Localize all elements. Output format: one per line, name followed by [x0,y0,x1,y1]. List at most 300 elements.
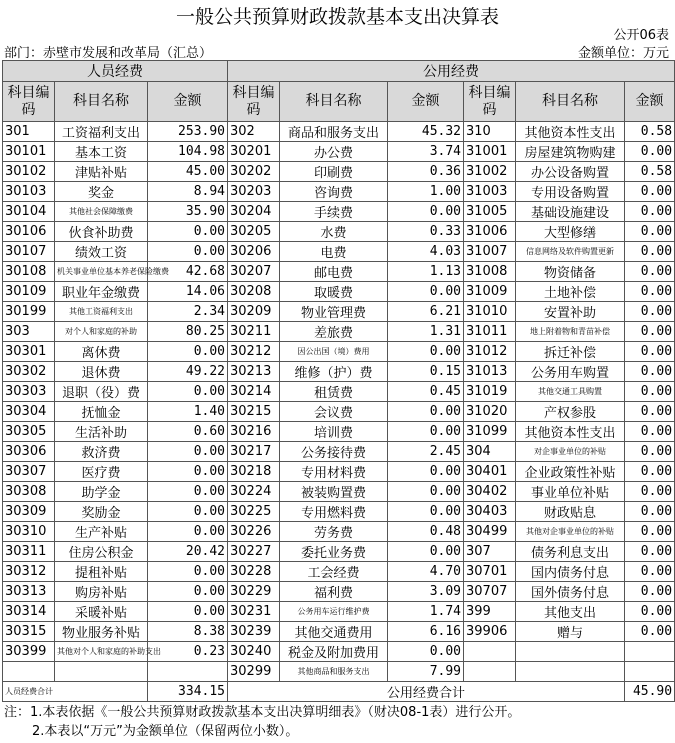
personnel-amount-cell: 0.00 [148,342,228,362]
capital-amount-cell: 0.00 [625,502,675,522]
header-amount: 金额 [388,82,464,122]
public-name-cell: 福利费 [280,582,388,602]
personnel-amount-cell: 8.94 [148,182,228,202]
personnel-code-cell: 30399 [3,642,55,662]
group-personnel: 人员经费 [3,61,228,82]
public-name-cell: 被装购置费 [280,482,388,502]
personnel-amount-cell: 49.22 [148,362,228,382]
capital-amount-cell: 0.00 [625,462,675,482]
capital-amount-cell: 0.00 [625,202,675,222]
table-row [3,242,675,262]
personnel-name-cell: 奖励金 [55,502,148,522]
personnel-code-cell: 30303 [3,382,55,402]
public-total-amount: 45.90 [625,682,675,702]
table-row [3,642,675,662]
table-row [3,122,675,142]
personnel-code-cell: 30304 [3,402,55,422]
capital-code-cell [464,662,516,682]
table-row [3,202,675,222]
personnel-code-cell: 301 [3,122,55,142]
table-row [3,282,675,302]
unit-label: 金额单位：万元 [577,46,669,61]
table-number: 公开06表 [613,28,669,43]
capital-amount-cell [625,642,675,662]
capital-code-cell: 30403 [464,502,516,522]
public-total-label: 公用经费合计 [228,682,625,702]
capital-name-cell: 事业单位补贴 [516,482,625,502]
capital-amount-cell: 0.00 [625,142,675,162]
capital-code-cell: 31099 [464,422,516,442]
personnel-amount-cell: 14.06 [148,282,228,302]
capital-amount-cell: 0.00 [625,422,675,442]
capital-name-cell: 产权参股 [516,402,625,422]
public-code-cell: 302 [228,122,280,142]
personnel-name-cell [55,662,148,682]
public-code-cell: 30240 [228,642,280,662]
personnel-code-cell: 30313 [3,582,55,602]
public-name-cell: 专用材料费 [280,462,388,482]
personnel-amount-cell: 0.00 [148,562,228,582]
capital-code-cell: 31012 [464,342,516,362]
capital-amount-cell: 0.00 [625,282,675,302]
capital-name-cell: 其他资本性支出 [516,122,625,142]
public-code-cell: 30239 [228,622,280,642]
personnel-name-cell: 工资福利支出 [55,122,148,142]
personnel-amount-cell: 20.42 [148,542,228,562]
personnel-amount-cell: 0.00 [148,502,228,522]
public-name-cell: 商品和服务支出 [280,122,388,142]
personnel-name-cell: 助学金 [55,482,148,502]
capital-name-cell: 安置补助 [516,302,625,322]
capital-amount-cell: 0.00 [625,562,675,582]
public-code-cell: 30231 [228,602,280,622]
capital-code-cell: 31001 [464,142,516,162]
public-code-cell: 30224 [228,482,280,502]
personnel-name-cell: 绩效工资 [55,242,148,262]
capital-name-cell: 专用设备购置 [516,182,625,202]
capital-amount-cell: 0.00 [625,222,675,242]
capital-amount-cell: 0.00 [625,362,675,382]
public-name-cell: 其他商品和服务支出 [280,662,388,682]
public-code-cell: 30205 [228,222,280,242]
table-row [3,462,675,482]
expenditure-table [2,60,675,702]
personnel-name-cell: 其他社会保障缴费 [55,202,148,222]
public-code-cell: 30201 [228,142,280,162]
personnel-name-cell: 采暖补贴 [55,602,148,622]
personnel-amount-cell: 0.23 [148,642,228,662]
table-row [3,542,675,562]
personnel-name-cell: 提租补贴 [55,562,148,582]
personnel-code-cell: 303 [3,322,55,342]
public-name-cell: 物业管理费 [280,302,388,322]
page-title: 一般公共预算财政拨款基本支出决算表 [175,6,499,28]
public-amount-cell: 0.00 [388,402,464,422]
public-code-cell: 30203 [228,182,280,202]
personnel-name-cell: 退职（役）费 [55,382,148,402]
personnel-amount-cell: 1.40 [148,402,228,422]
public-amount-cell: 0.00 [388,542,464,562]
personnel-amount-cell: 0.00 [148,222,228,242]
personnel-code-cell: 30314 [3,602,55,622]
capital-amount-cell: 0.00 [625,522,675,542]
table-row [3,342,675,362]
table-row [3,222,675,242]
personnel-name-cell: 奖金 [55,182,148,202]
capital-name-cell: 物资储备 [516,262,625,282]
personnel-code-cell: 30301 [3,342,55,362]
public-name-cell: 邮电费 [280,262,388,282]
public-code-cell: 30218 [228,462,280,482]
public-name-cell: 水费 [280,222,388,242]
capital-name-cell: 其他支出 [516,602,625,622]
personnel-name-cell: 医疗费 [55,462,148,482]
personnel-amount-cell: 0.00 [148,522,228,542]
personnel-name-cell: 对个人和家庭的补助 [55,322,148,342]
personnel-code-cell: 30108 [3,262,55,282]
capital-code-cell: 39906 [464,622,516,642]
public-code-cell: 30209 [228,302,280,322]
table-row [3,482,675,502]
personnel-code-cell: 30311 [3,542,55,562]
public-name-cell: 咨询费 [280,182,388,202]
capital-amount-cell: 0.00 [625,302,675,322]
capital-name-cell: 其他对企事业单位的补贴 [516,522,625,542]
public-name-cell: 维修（护）费 [280,362,388,382]
header-code: 科目编码 [228,82,280,122]
capital-amount-cell: 0.00 [625,482,675,502]
capital-name-cell: 公务用车购置 [516,362,625,382]
public-amount-cell: 0.00 [388,282,464,302]
column-header-row [3,82,675,122]
public-amount-cell: 0.00 [388,462,464,482]
capital-amount-cell: 0.00 [625,382,675,402]
personnel-amount-cell: 42.68 [148,262,228,282]
capital-name-cell: 房屋建筑物购建 [516,142,625,162]
table-row [3,262,675,282]
public-code-cell: 30217 [228,442,280,462]
table-row [3,662,675,682]
public-amount-cell: 4.03 [388,242,464,262]
public-amount-cell: 0.00 [388,642,464,662]
personnel-code-cell: 30309 [3,502,55,522]
personnel-code-cell: 30104 [3,202,55,222]
capital-code-cell: 31003 [464,182,516,202]
public-code-cell: 30226 [228,522,280,542]
public-code-cell: 30206 [228,242,280,262]
capital-code-cell: 30402 [464,482,516,502]
personnel-amount-cell: 80.25 [148,322,228,342]
public-name-cell: 印刷费 [280,162,388,182]
header-amount: 金额 [625,82,675,122]
capital-amount-cell: 0.00 [625,262,675,282]
notes [4,703,520,741]
public-name-cell: 会议费 [280,402,388,422]
personnel-amount-cell: 253.90 [148,122,228,142]
public-name-cell: 取暖费 [280,282,388,302]
capital-code-cell: 30707 [464,582,516,602]
capital-code-cell: 310 [464,122,516,142]
personnel-name-cell: 抚恤金 [55,402,148,422]
capital-name-cell: 基础设施建设 [516,202,625,222]
public-code-cell: 30208 [228,282,280,302]
personnel-amount-cell: 0.00 [148,462,228,482]
personnel-total-amount: 334.15 [148,682,228,702]
personnel-code-cell: 30315 [3,622,55,642]
public-code-cell: 30204 [228,202,280,222]
public-amount-cell: 6.16 [388,622,464,642]
capital-code-cell: 31019 [464,382,516,402]
public-code-cell: 30211 [228,322,280,342]
table-row [3,362,675,382]
note-2: 2.本表以“万元”为金额单位（保留两位小数）。 [32,724,299,739]
personnel-name-cell: 住房公积金 [55,542,148,562]
personnel-name-cell: 购房补贴 [55,582,148,602]
public-amount-cell: 0.36 [388,162,464,182]
public-name-cell: 手续费 [280,202,388,222]
public-name-cell: 税金及附加费用 [280,642,388,662]
public-amount-cell: 3.74 [388,142,464,162]
personnel-code-cell: 30306 [3,442,55,462]
capital-amount-cell: 0.00 [625,442,675,462]
capital-amount-cell [625,662,675,682]
table-row [3,582,675,602]
public-code-cell: 30299 [228,662,280,682]
personnel-code-cell: 30103 [3,182,55,202]
personnel-amount-cell: 2.34 [148,302,228,322]
personnel-amount-cell: 8.38 [148,622,228,642]
personnel-code-cell: 30302 [3,362,55,382]
public-amount-cell: 1.74 [388,602,464,622]
public-code-cell: 30215 [228,402,280,422]
table-row [3,442,675,462]
capital-code-cell: 31007 [464,242,516,262]
public-amount-cell: 2.45 [388,442,464,462]
capital-code-cell: 31005 [464,202,516,222]
public-name-cell: 租赁费 [280,382,388,402]
personnel-amount-cell: 0.00 [148,442,228,462]
capital-name-cell: 债务利息支出 [516,542,625,562]
capital-code-cell: 31009 [464,282,516,302]
capital-amount-cell: 0.00 [625,322,675,342]
personnel-amount-cell: 35.90 [148,202,228,222]
public-code-cell: 30216 [228,422,280,442]
capital-code-cell: 31011 [464,322,516,342]
personnel-code-cell: 30109 [3,282,55,302]
public-amount-cell: 0.00 [388,482,464,502]
capital-amount-cell: 0.00 [625,182,675,202]
personnel-code-cell: 30312 [3,562,55,582]
capital-name-cell [516,642,625,662]
personnel-name-cell: 基本工资 [55,142,148,162]
public-code-cell: 30214 [228,382,280,402]
table-row [3,602,675,622]
capital-name-cell: 对企事业单位的补贴 [516,442,625,462]
table-row [3,562,675,582]
personnel-code-cell: 30107 [3,242,55,262]
personnel-amount-cell: 0.00 [148,482,228,502]
personnel-name-cell: 其他对个人和家庭的补助支出 [55,642,148,662]
personnel-name-cell: 其他工资福利支出 [55,302,148,322]
public-name-cell: 劳务费 [280,522,388,542]
personnel-name-cell: 生活补助 [55,422,148,442]
personnel-code-cell [3,662,55,682]
public-code-cell: 30225 [228,502,280,522]
public-amount-cell: 1.13 [388,262,464,282]
public-amount-cell: 0.48 [388,522,464,542]
public-amount-cell: 7.99 [388,662,464,682]
capital-code-cell: 31010 [464,302,516,322]
capital-name-cell [516,662,625,682]
capital-name-cell: 大型修缮 [516,222,625,242]
capital-code-cell [464,642,516,662]
capital-amount-cell: 0.58 [625,122,675,142]
personnel-code-cell: 30101 [3,142,55,162]
capital-name-cell: 信息网络及软件购置更新 [516,242,625,262]
public-amount-cell: 45.32 [388,122,464,142]
public-amount-cell: 0.15 [388,362,464,382]
public-name-cell: 培训费 [280,422,388,442]
capital-code-cell: 31006 [464,222,516,242]
capital-amount-cell: 0.58 [625,162,675,182]
personnel-code-cell: 30307 [3,462,55,482]
table-row [3,162,675,182]
personnel-name-cell: 伙食补助费 [55,222,148,242]
personnel-amount-cell: 0.00 [148,242,228,262]
public-name-cell: 因公出国（境）费用 [280,342,388,362]
public-amount-cell: 1.00 [388,182,464,202]
public-amount-cell: 0.00 [388,422,464,442]
public-amount-cell: 0.00 [388,342,464,362]
header-name: 科目名称 [280,82,388,122]
capital-code-cell: 399 [464,602,516,622]
personnel-amount-cell: 0.00 [148,382,228,402]
public-code-cell: 30207 [228,262,280,282]
capital-code-cell: 31020 [464,402,516,422]
capital-name-cell: 土地补偿 [516,282,625,302]
capital-amount-cell: 0.00 [625,242,675,262]
capital-name-cell: 其他交通工具购置 [516,382,625,402]
capital-code-cell: 30499 [464,522,516,542]
capital-code-cell: 30701 [464,562,516,582]
public-name-cell: 电费 [280,242,388,262]
capital-code-cell: 31008 [464,262,516,282]
personnel-amount-cell: 45.00 [148,162,228,182]
capital-name-cell: 地上附着物和青苗补偿 [516,322,625,342]
personnel-name-cell: 生产补贴 [55,522,148,542]
public-code-cell: 30228 [228,562,280,582]
personnel-name-cell: 退休费 [55,362,148,382]
capital-amount-cell: 0.00 [625,542,675,562]
personnel-total-label: 人员经费合计 [3,682,148,702]
capital-name-cell: 赠与 [516,622,625,642]
public-name-cell: 专用燃料费 [280,502,388,522]
group-public: 公用经费 [228,61,675,82]
personnel-code-cell: 30305 [3,422,55,442]
note-1: 注：1.本表依据《一般公共预算财政拨款基本支出决算明细表》（财决08-1表）进行公开。 [4,705,521,720]
group-header-row [3,61,675,82]
personnel-code-cell: 30308 [3,482,55,502]
public-code-cell: 30227 [228,542,280,562]
capital-name-cell: 其他资本性支出 [516,422,625,442]
public-name-cell: 其他交通费用 [280,622,388,642]
capital-code-cell: 30401 [464,462,516,482]
capital-amount-cell: 0.00 [625,622,675,642]
public-code-cell: 30213 [228,362,280,382]
personnel-name-cell: 物业服务补贴 [55,622,148,642]
personnel-amount-cell: 0.60 [148,422,228,442]
personnel-name-cell: 机关事业单位基本养老保险缴费 [55,262,148,282]
personnel-amount-cell: 0.00 [148,602,228,622]
public-amount-cell: 0.00 [388,502,464,522]
capital-name-cell: 国外债务付息 [516,582,625,602]
table-row [3,322,675,342]
department-label: 部门：赤壁市发展和改革局（汇总） [4,46,213,61]
public-amount-cell: 4.70 [388,562,464,582]
capital-amount-cell: 0.00 [625,602,675,622]
capital-name-cell: 拆迁补偿 [516,342,625,362]
public-name-cell: 差旅费 [280,322,388,342]
totals-row [3,682,675,702]
public-code-cell: 30229 [228,582,280,602]
capital-name-cell: 办公设备购置 [516,162,625,182]
public-code-cell: 30212 [228,342,280,362]
capital-code-cell: 307 [464,542,516,562]
header-amount: 金额 [148,82,228,122]
public-amount-cell: 0.45 [388,382,464,402]
capital-amount-cell: 0.00 [625,582,675,602]
public-name-cell: 工会经费 [280,562,388,582]
table-row [3,142,675,162]
capital-code-cell: 304 [464,442,516,462]
personnel-amount-cell: 0.00 [148,582,228,602]
table-row [3,522,675,542]
public-amount-cell: 3.09 [388,582,464,602]
table-row [3,382,675,402]
capital-code-cell: 31013 [464,362,516,382]
table-row [3,302,675,322]
personnel-code-cell: 30199 [3,302,55,322]
public-name-cell: 公务用车运行维护费 [280,602,388,622]
personnel-name-cell: 离休费 [55,342,148,362]
capital-amount-cell: 0.00 [625,402,675,422]
capital-amount-cell: 0.00 [625,342,675,362]
capital-code-cell: 31002 [464,162,516,182]
public-amount-cell: 6.21 [388,302,464,322]
capital-name-cell: 国内债务付息 [516,562,625,582]
header-code: 科目编码 [3,82,55,122]
personnel-amount-cell: 104.98 [148,142,228,162]
capital-name-cell: 企业政策性补贴 [516,462,625,482]
header-code: 科目编码 [464,82,516,122]
public-name-cell: 办公费 [280,142,388,162]
capital-name-cell: 财政贴息 [516,502,625,522]
table-row [3,502,675,522]
personnel-name-cell: 津贴补贴 [55,162,148,182]
personnel-code-cell: 30310 [3,522,55,542]
public-code-cell: 30202 [228,162,280,182]
header-name: 科目名称 [516,82,625,122]
personnel-name-cell: 职业年金缴费 [55,282,148,302]
public-amount-cell: 0.33 [388,222,464,242]
table-row [3,182,675,202]
personnel-amount-cell [148,662,228,682]
header-name: 科目名称 [55,82,148,122]
table-row [3,622,675,642]
public-amount-cell: 0.00 [388,202,464,222]
public-name-cell: 公务接待费 [280,442,388,462]
table-row [3,422,675,442]
